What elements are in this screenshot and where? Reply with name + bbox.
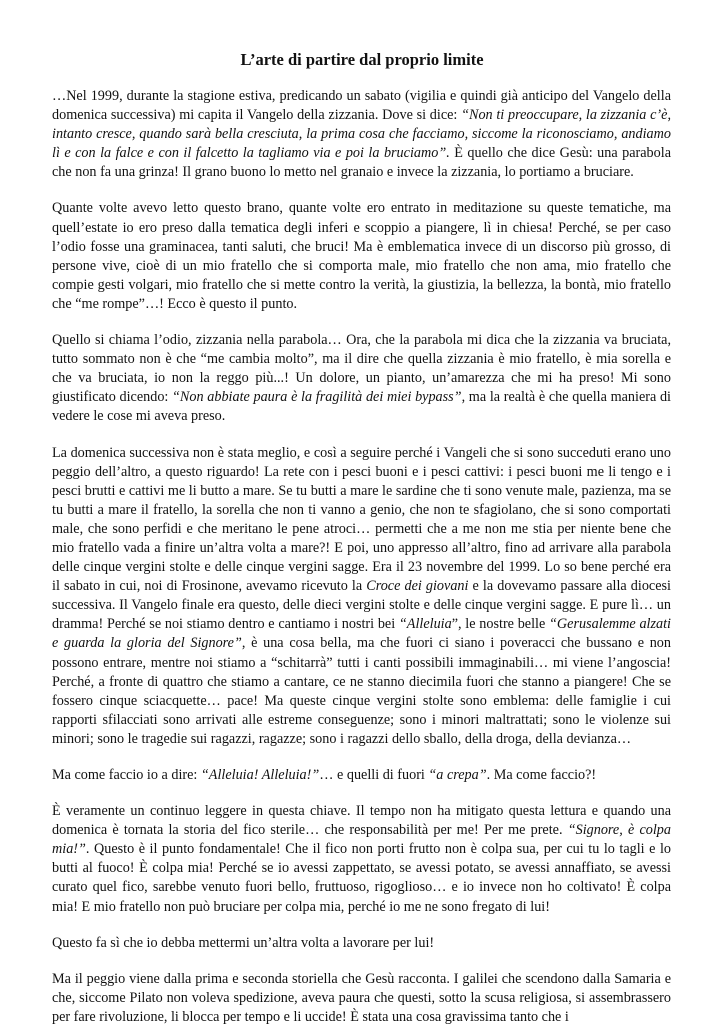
text-run: …Nel 1999, durante la stagione estiva, predicando un sabato (vigilia e quindi già anticipo del Vangelo della domenica successiva) mi capita il Vangelo della zizzania. Dove si dice:: [52, 88, 671, 124]
italic-text-run: “Non abbiate paura è la fragilità dei miei bypass”: [172, 389, 462, 406]
text-run: Ma come faccio io a dire:: [52, 767, 201, 783]
paragraph-6: [52, 802, 671, 917]
text-run: Quante volte avevo letto questo brano, quante volte ero entrato in meditazione su queste tematiche, ma quell’estate io ero preso dalla tematica degli inferi e scoppio a piangere, lì in chiesa! Perché, se per caso l’odio fosse una graminacea, tanti saluti, che bruci! Ma è emblematica invece di un discorso più grosso, di persone vive, cioè di un mio fratello che si comporta male, mio fratello che non ama, mio fratello che compie gesti volgari, mio fratello che si mette contro la verità, la giustizia, la bellezza, la bontà, mio fratello che “me rompe”…! Ecco è questo il punto.: [52, 200, 671, 312]
text-run: È quello che dice Gesù: una parabola che non fa una grinza! Il grano buono lo metto nel granaio e invece la zizzania, lo portiamo a bruciare.: [52, 145, 671, 181]
text-run: Ma il peggio viene dalla prima e seconda storiella che Gesù racconta. I galilei che scendono dalla Samaria e che, siccome Pilato non voleva spedizione, aveva paura che questi, sotto la scusa religiosa, si assembrassero per fare rivoluzione, li blocca per tempo e li uccide! È stata una cosa gravissima tanto che i: [52, 970, 671, 1025]
paragraph-4: [52, 444, 671, 750]
text-run: . Questo è il punto fondamentale! Che il fico non porti frutto non è colpa sua, per cui tu lo tagli e lo butti al fuoco! È colpa mia! Perché se io avessi zappettato, se avessi potato, se avessi annaffiato, se avessi curato quel fico, sarebbe venuto fuori bello, fruttuoso, rigoglioso… e io invece non ho coltivato! È colpa mia! E mio fratello non può bruciare per colpa mia, perché io me ne sono fregato di lui!: [52, 841, 671, 915]
text-run: È veramente un continuo leggere in questa chiave. Il tempo non ha mitigato questa lettura e quando una domenica è tornata la storia del fico sterile… che responsabilità per me! Per me prete.: [52, 803, 671, 839]
text-run: , ma la realtà è che quella maniera di vedere le cose mi aveva preso.: [52, 389, 671, 425]
text-run: . Ma come faccio?!: [486, 767, 597, 783]
text-run: Quello si chiama l’odio, zizzania nella parabola… Ora, che la parabola mi dica che la zizzania va bruciata, tutto sommato non è che “me cambia molto”, ma il dire che quella zizzania è mio fratello, è mia sorella e che va bruciata, io non la reggo più...! Un dolore, un pianto, un’amarezza che mi ha preso! Mi sono giustificato dicendo:: [52, 332, 671, 406]
italic-text-run: “Gerusalemme alzati e guarda la gloria del Signore”: [52, 616, 671, 652]
paragraph-3: [52, 331, 671, 426]
paragraph-8: [52, 970, 671, 1027]
text-run: ”, le nostre belle: [451, 616, 550, 633]
document-title: L’arte di partire dal proprio limite: [240, 50, 484, 69]
italic-text-run: “Alleluia! Alleluia!”: [200, 767, 320, 783]
text-run: … e quelli di fuori: [319, 767, 429, 783]
text-run: Questo fa sì che io debba mettermi un’altra volta a lavorare per lui!: [52, 934, 435, 951]
paragraph-2: [52, 199, 671, 314]
italic-text-run: “Alleluia: [398, 616, 452, 633]
italic-text-run: “Signore, è colpa mia!”: [52, 822, 671, 858]
document-body: [52, 87, 671, 1027]
italic-text-run: “Non ti preoccupare, la zizzania c’è, intanto cresce, quando sarà bella cresciuta, la prima cosa che facciamo, siccome la riconosciamo, andiamo lì e con la falce e con il falcetto la tagliamo via e poi la bruciamo”.: [52, 107, 671, 162]
paragraph-7: [52, 934, 671, 953]
text-run: , è una cosa bella, ma che fuori ci siano i poveracci che bussano e non possono entrare, mentre noi stiamo a “schitarrà” tutti i canti possibili immaginabili… mi viene l’angoscia! Perché, a fronte di quattro che stiamo a cantare, ce ne stanno diecimila fuori che stanno a piangere! Che se fossero cinque sciacquette… pace! Ma queste cinque vergini stolte sono emblema: delle famiglie i cui rapporti sfilacciati sono arrivati alle estreme conseguenze; sono i minori maltrattati; sono le violenze sui minori; sono le tragedie sui ragazzi, ragazze; sono i ragazzi dello sballo, della droga, della devianza…: [52, 635, 671, 747]
paragraph-5: [52, 766, 671, 785]
paragraph-1: [52, 87, 671, 182]
text-run: e la dovevamo passare alla diocesi successiva. Il Vangelo finale era questo, delle dieci vergini stolte e delle cinque vergini sagge. E pure lì… un dramma! Perché se noi stiamo dentro e cantiamo i nostri bei: [52, 578, 671, 633]
italic-text-run: Croce dei giovani: [366, 578, 469, 595]
italic-text-run: “a crepa”: [428, 767, 487, 783]
text-run: La domenica successiva non è stata meglio, e così a seguire perché i Vangeli che si sono succeduti erano uno peggio dell’altro, a questo riguardo! La rete con i pesci buoni e i pesci cattivi: i pesci buoni me li tengo e i pesci brutti e cattivi me li butto a mare. Se tu butti a mare le sardine che ti sono venute male, pazienza, ma se tu butti a mare il fratello, la sorella che non ti vanno a genio, che non te sfagiolano, che si sono comportati male, che sono perfidi e che meritano le pene atroci… permetti che a me non me stia per niente bene che mio fratello vada a finire un’altra volta a mare?! E poi, uno appresso all’altro, fino ad arrivare alla parabola delle cinque vergini stolte e delle cinque vergini sagge. Era il 23 novembre del 1999. Lo so bene perché era il sabato in cui, noi di Frosinone, avevamo ricevuto la: [52, 444, 671, 595]
